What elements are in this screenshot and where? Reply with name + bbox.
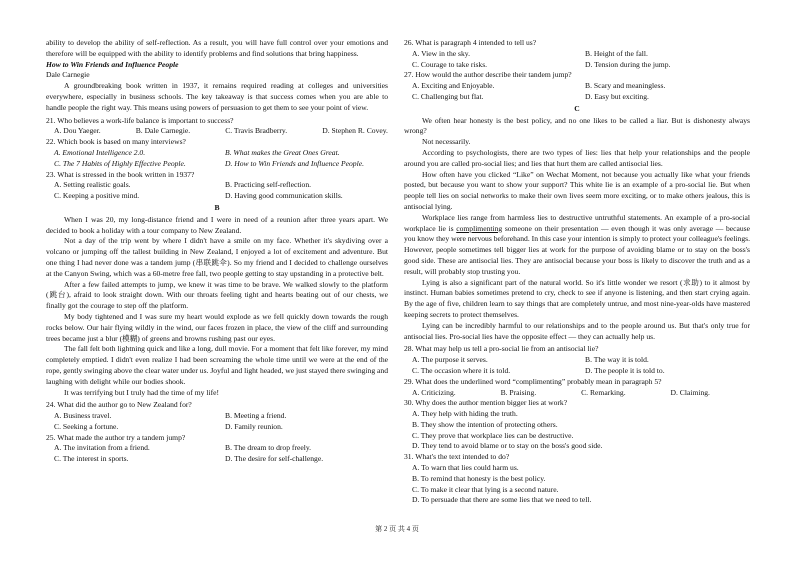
option-d: D. Having good communication skills.	[225, 191, 343, 201]
option-b: B. The dream to drop freely.	[225, 443, 312, 453]
question-stem: 31. What's the text intended to do?	[404, 452, 510, 462]
underlined-word: complimenting	[456, 223, 503, 233]
option-c: C. The 7 Habits of Highly Effective People.	[54, 158, 186, 168]
right-column	[404, 38, 750, 506]
passage-c-paragraph-5	[404, 213, 750, 278]
option-a: A. Criticizing.	[412, 387, 456, 397]
question-22	[46, 137, 388, 169]
passage-c-paragraph-2: Not necessarily.	[422, 137, 471, 147]
option-a: A. The invitation from a friend.	[54, 443, 150, 453]
option-c: C. Keeping a positive mind.	[54, 191, 140, 201]
question-24	[46, 400, 388, 432]
option-b: B. Dale Carnegie.	[135, 126, 191, 136]
option-b: B. The way it is told.	[585, 355, 649, 365]
option-d: D. Tension during the jump.	[585, 59, 671, 69]
option-b: B. Praising.	[500, 387, 537, 397]
question-stem: 29. What does the underlined word “complimenting” probably mean in paragraph 5?	[404, 376, 662, 386]
option-d: D. How to Win Friends and Influence People.	[225, 158, 364, 168]
question-31	[404, 452, 750, 506]
option-d: D. Stephen R. Covey.	[322, 126, 388, 136]
paragraph-text: Workplace lies range from harmless lies to destructive untruthful statements. An example of a pro-social workplace lie is	[404, 212, 750, 233]
question-30	[404, 398, 750, 452]
option-d: D. Easy but exciting.	[585, 91, 649, 101]
option-d: D. They tend to avoid blame or to stay on the boss's good side.	[412, 441, 603, 451]
option-a: A. They help with hiding the truth.	[412, 409, 518, 419]
option-c: C. Remarking.	[581, 387, 626, 397]
question-stem: 24. What did the author go to New Zealand for?	[46, 400, 192, 410]
passage-c-paragraph-6: Lying is also a significant part of the natural world. So it's little wonder we resort (求助) to it almost by instinct. Human babies sometimes pretend to cry, check to see if anyone is listening, and then start crying again. By the age of five, children learn to say things that are completely untrue, and most nine-year-olds have mastered keeping secrets to protect themselves.	[404, 277, 750, 319]
option-b: B. To remind that honesty is the best policy.	[412, 473, 546, 483]
passage-b-paragraph-2: Not a day of the trip went by where I didn't have a smile on my face. Whether it's skydiving over a volcano or jumping off the tallest building in New Zealand, I enjoyed a lot of excitement and adventure. But one thing I had never done was a tandem jump (串联跳伞). So my friend and I decided to challenge ourselves at the Canyon Swing, which was a 60-metre free fall, two people getting to stay upstanding in a protective belt.	[46, 236, 388, 278]
section-heading-b: B	[214, 202, 220, 212]
option-c: C. Seeking a fortune.	[54, 421, 119, 431]
option-c: C. Challenging but flat.	[412, 91, 484, 101]
passage-b-paragraph-6: It was terrifying but I truly had the time of my life!	[64, 387, 219, 397]
option-b: B. What makes the Great Ones Great.	[225, 147, 340, 157]
question-25	[46, 433, 388, 465]
option-c: C. The occasion where it is told.	[412, 365, 511, 375]
carry-over-text: ability to develop the ability of self-reflection. As a result, you will have full control over your emotions and therefore will be equipped with the ability to identify problems and find solutions that bring happiness.	[46, 38, 388, 58]
left-column	[46, 38, 388, 465]
option-b: B. Meeting a friend.	[225, 411, 287, 421]
passage-c-paragraph-4: How often have you clicked “Like” on Wechat Moment, not because you actually like what your friends posted, but because you want to show your support? This white lie is an example of a pro-social lie. But when people tell lies on social networks to make their own lives seem more exciting, or to make others jealous, this is antisocial lying.	[404, 169, 750, 211]
option-c: C. Travis Bradberry.	[225, 126, 288, 136]
question-23	[46, 170, 388, 202]
passage-b-paragraph-4: My body tightened and I was sure my heart would explode as we fell quickly down towards the rough rocks below. Our hair flying wildly in the wind, our faces frozen in place, the view of the cliff and surrounding trees became just a blur (模糊) of greens and browns rushing past our eyes.	[46, 311, 388, 343]
passage-b-paragraph-1: When I was 20, my long-distance friend and I were in need of a reunion after three years apart. We decided to book a holiday with a tour company to New Zealand.	[46, 214, 388, 235]
option-a: A. The purpose it serves.	[412, 355, 488, 365]
option-b: B. Practicing self-reflection.	[225, 180, 312, 190]
option-d: D. Claiming.	[670, 387, 710, 397]
question-28	[404, 344, 750, 376]
passage-b-paragraph-3: After a few failed attempts to jump, we knew it was time to be brave. We walked slowly to the platform (跳台), afraid to look straight down. With our throats feeling tight and hearts beating out of our chests, we finally got the courage to step off the platform.	[46, 279, 388, 311]
option-a: A. Setting realistic goals.	[54, 180, 131, 190]
question-stem: 21. Who believes a work-life balance is important to success?	[46, 115, 234, 125]
question-27	[404, 70, 750, 102]
option-d: D. The people it is told to.	[585, 365, 665, 375]
question-stem: 27. How would the author describe their tandem jump?	[404, 70, 572, 80]
question-29	[404, 377, 750, 399]
page-footer: 第 2 页 共 4 页	[375, 525, 419, 533]
option-b: B. Height of the fall.	[585, 48, 648, 58]
question-stem: 23. What is stressed in the book written in 1937?	[46, 169, 195, 179]
question-stem: 30. Why does the author mention bigger lies at work?	[404, 398, 568, 408]
passage-c-paragraph-7: Lying can be incredibly harmful to our relationships and to the people around us. But that's only true for antisocial lies. Pro-social lies have the opposite effect — they can actually help us.	[404, 320, 750, 341]
passage-c-paragraph-3: According to psychologists, there are two types of lies: lies that help your relationships and the people around you are called pro-social lies; and lies that hurt them are called antisocial lies.	[404, 147, 750, 168]
option-c: C. The interest in sports.	[54, 454, 129, 464]
book-author: Dale Carnegie	[46, 70, 90, 80]
option-c: C. Courage to take risks.	[412, 59, 488, 69]
option-a: A. Dou Yaeger.	[54, 126, 101, 136]
passage-c-paragraph-1: We often hear honesty is the best policy, and no one likes to be called a liar. But is dishonesty always wrong?	[404, 115, 750, 136]
option-b: B. They show the intention of protecting others.	[412, 419, 558, 429]
option-a: A. View in the sky.	[412, 48, 470, 58]
book-description: A groundbreaking book written in 1937, it remains required reading at colleges and universities everywhere, especially in business schools. The key takeaway is that success comes when you are able to handle people the right way. This means using powers of persuasion to get them to see your point of view.	[46, 81, 388, 112]
book-title: How to Win Friends and Influence People	[46, 59, 179, 69]
question-stem: 25. What made the author try a tandem jump?	[46, 432, 186, 442]
option-d: D. To persuade that there are some lies that we need to tell.	[412, 495, 592, 505]
option-b: B. Scary and meaningless.	[585, 81, 666, 91]
question-21	[46, 116, 388, 138]
option-d: D. The desire for self-challenge.	[225, 454, 324, 464]
question-26	[404, 38, 750, 70]
paragraph-text: someone on their presentation — even though it was only average — because you know they were nervous beforehand. In this case your intention is simply to protect your colleague's feelings. However, people sometimes tell bigger lies at work for the purpose of avoiding blame or to stay on the boss's good side. These are antisocial lies. They are antisocial because your boss is likely to discover the truth and as a result, will probably stop trusting you.	[404, 223, 750, 276]
section-heading-c: C	[574, 103, 580, 113]
option-c: C. They prove that workplace lies can be destructive.	[412, 430, 574, 440]
option-d: D. Family reunion.	[225, 421, 283, 431]
question-stem: 26. What is paragraph 4 intended to tell us?	[404, 38, 537, 47]
option-a: A. Business travel.	[54, 411, 112, 421]
question-stem: 28. What may help us tell a pro-social lie from an antisocial lie?	[404, 344, 599, 354]
passage-b-paragraph-5: The fall felt both lightning quick and like a long, dull movie. For a moment that felt like forever, my mind completely emptied. I didn't even realize I had been screaming the whole time until we were at the end of the rope, gently swinging above the clear water under us. Joyful and light headed, we just stayed there swinging and laughing with delight while our bodies shook.	[46, 344, 388, 386]
option-a: A. Exciting and Enjoyable.	[412, 81, 495, 91]
question-stem: 22. Which book is based on many interviews?	[46, 137, 186, 147]
option-a: A. Emotional Intelligence 2.0.	[54, 147, 146, 157]
option-a: A. To warn that lies could harm us.	[412, 463, 519, 473]
option-c: C. To make it clear that lying is a second nature.	[412, 484, 559, 494]
